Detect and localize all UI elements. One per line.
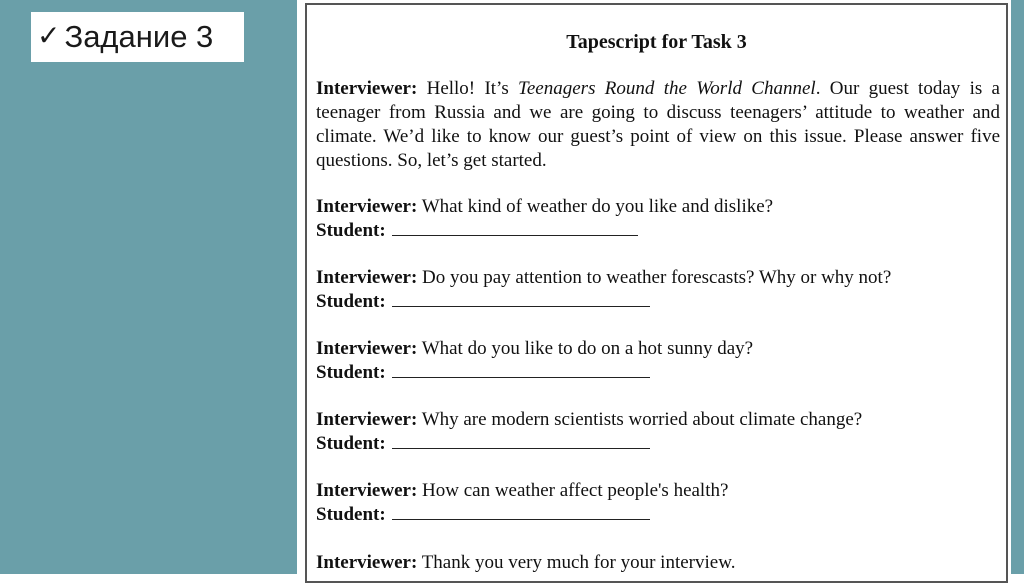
exchange-3 xyxy=(316,337,1000,385)
tapescript-document xyxy=(305,3,1008,583)
intro-text-after: . Our guest today is a teenager from Russia and we are going to discuss teenagers’ attitude to weather and climate. We’d like to know our guest’s point of view on this issue. Please answer five questions. So, let’s get started. xyxy=(316,78,1000,171)
divider xyxy=(297,0,302,574)
answer-blank xyxy=(392,503,650,520)
interviewer-line xyxy=(316,479,1000,503)
speaker-label: Interviewer: xyxy=(316,552,418,573)
closing-line xyxy=(316,551,735,575)
exchange-1 xyxy=(316,195,1000,243)
question-text: What kind of weather do you like and dislike? xyxy=(417,196,774,217)
intro-paragraph xyxy=(316,77,1000,173)
interviewer-line xyxy=(316,195,1000,219)
document-title: Tapescript for Task 3 xyxy=(566,31,747,53)
checkmark-icon: ✓ xyxy=(37,19,61,51)
interviewer-line xyxy=(316,337,1000,361)
student-line xyxy=(316,432,1000,456)
task-label: Задание 3 xyxy=(64,19,214,54)
speaker-label: Interviewer: xyxy=(316,196,418,217)
closing-text: Thank you very much for your interview. xyxy=(417,552,736,573)
interviewer-line xyxy=(316,408,1000,432)
student-label: Student: xyxy=(316,504,386,525)
student-label: Student: xyxy=(316,291,386,312)
answer-blank xyxy=(392,432,650,449)
question-text: What do you like to do on a hot sunny day? xyxy=(417,338,754,359)
speaker-label: Interviewer: xyxy=(316,409,418,430)
speaker-label: Interviewer: xyxy=(316,267,418,288)
student-label: Student: xyxy=(316,220,386,241)
exchange-5 xyxy=(316,479,1000,527)
exchange-2 xyxy=(316,266,1000,314)
question-text: Do you pay attention to weather forescasts? Why or why not? xyxy=(417,267,892,288)
question-text: Why are modern scientists worried about climate change? xyxy=(417,409,863,430)
student-line xyxy=(316,503,1000,527)
student-label: Student: xyxy=(316,433,386,454)
student-label: Student: xyxy=(316,362,386,383)
question-text: How can weather affect people's health? xyxy=(417,480,729,501)
interviewer-line xyxy=(316,266,1000,290)
answer-blank xyxy=(392,361,650,378)
task-label-box xyxy=(31,12,244,62)
student-line xyxy=(316,290,1000,314)
channel-name: Teenagers Round the World Channel xyxy=(518,78,816,99)
speaker-label: Interviewer: xyxy=(316,338,418,359)
left-sidebar-panel xyxy=(0,0,297,574)
student-line xyxy=(316,219,1000,243)
answer-blank xyxy=(392,290,650,307)
right-edge-strip xyxy=(1011,0,1024,574)
speaker-label: Interviewer: xyxy=(316,78,418,99)
answer-blank xyxy=(392,219,638,236)
speaker-label: Interviewer: xyxy=(316,480,418,501)
student-line xyxy=(316,361,1000,385)
intro-text-before: Hello! It’s xyxy=(417,78,519,99)
exchange-4 xyxy=(316,408,1000,456)
